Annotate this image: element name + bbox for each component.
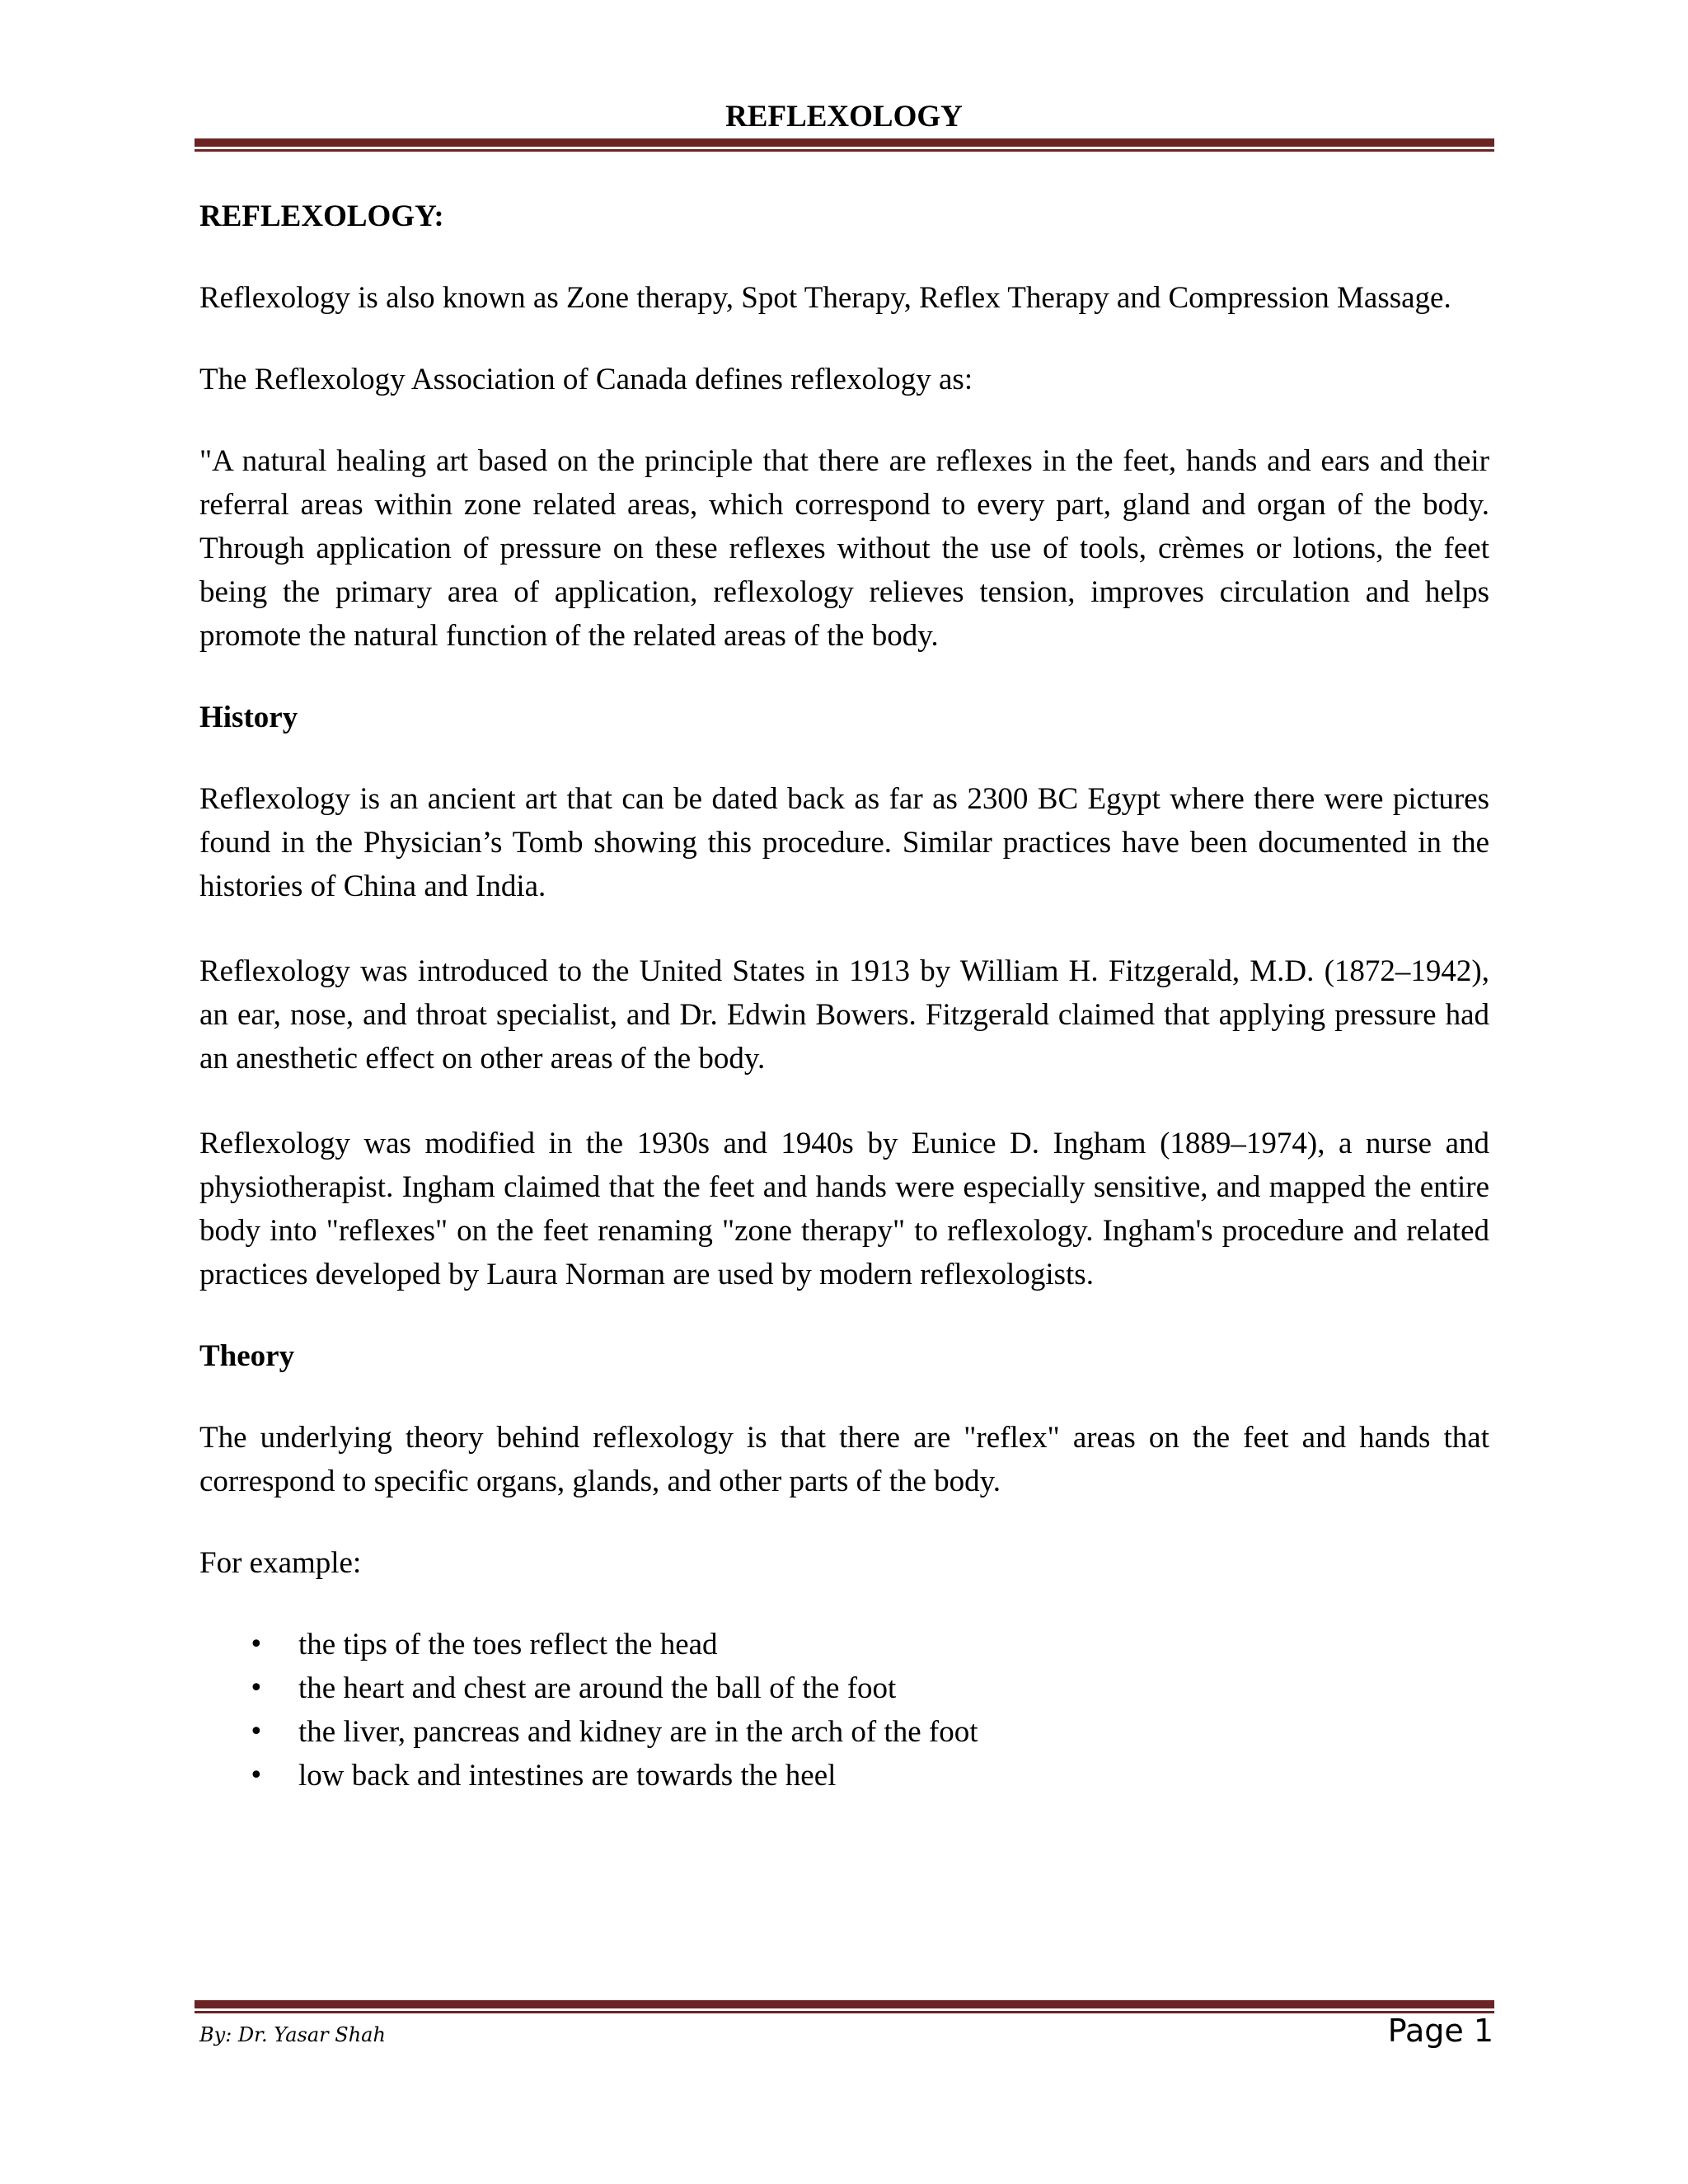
header-rule	[195, 138, 1494, 152]
example-list	[199, 1623, 1489, 1797]
history-paragraph-fitzgerald: Reflexology was introduced to the United States in 1913 by William H. Fitzgerald, M.D. (1872–1942), an ear, nose, and throat specialist, and Dr. Edwin Bowers. Fitzgerald claimed that applying pressure had an anesthetic effect on other areas of the body.	[199, 954, 1489, 1076]
theory-paragraph: The underlying theory behind reflexology is that there are "reflex" areas on the feet and hands that correspond to specific organs, glands, and other parts of the body.	[199, 1421, 1489, 1498]
list-item	[199, 1666, 1489, 1710]
intro-paragraph-aliases: Reflexology is also known as Zone therapy, Spot Therapy, Reflex Therapy and Compression Massage.	[199, 281, 1451, 315]
page-number: Page 1	[1387, 2013, 1493, 2049]
history-heading: History	[199, 701, 298, 734]
section-title: REFLEXOLOGY:	[199, 199, 444, 233]
footer-rule	[195, 2000, 1494, 2013]
theory-heading: Theory	[199, 1339, 295, 1373]
bullet-icon: •	[249, 1761, 264, 1790]
intro-paragraph-definition-lead: The Reflexology Association of Canada defines reflexology as:	[199, 363, 973, 396]
list-item-text: the liver, pancreas and kidney are in the arch of the foot	[298, 1715, 978, 1749]
document-body	[199, 194, 1489, 1797]
list-item-text: the heart and chest are around the ball of the foot	[298, 1671, 897, 1705]
list-item-text: low back and intestines are towards the heel	[298, 1759, 837, 1793]
list-item-text: the tips of the toes reflect the head	[298, 1628, 718, 1661]
history-paragraph-ingham: Reflexology was modified in the 1930s and 1940s by Eunice D. Ingham (1889–1974), a nurse and physiotherapist. Ingham claimed that the feet and hands were especially sensitive, and mapped the entire body into "reflexes" on the feet renaming "zone therapy" to reflexology. Ingham's procedure and related practices developed by Laura Norman are used by modern reflexologists.	[199, 1127, 1489, 1291]
list-item	[199, 1623, 1489, 1666]
list-item	[199, 1754, 1489, 1797]
history-paragraph-ancient: Reflexology is an ancient art that can be dated back as far as 2300 BC Egypt where there were pictures found in the Physician’s Tomb showing this procedure. Similar practices have been documented in the histories of China and India.	[199, 782, 1489, 903]
bullet-icon: •	[249, 1674, 264, 1703]
example-label: For example:	[199, 1546, 362, 1580]
intro-paragraph-definition-quote: "A natural healing art based on the principle that there are reflexes in the feet, hands and ears and their referral areas within zone related areas, which correspond to every part, gland and organ of the body. Through application of pressure on these reflexes without the use of tools, crèmes or lotions, the feet being the primary area of application, reflexology relieves tension, improves circulation and helps promote the natural function of the related areas of the body.	[199, 444, 1489, 653]
footer-author: By: Dr. Yasar Shah	[199, 2023, 386, 2046]
bullet-icon: •	[249, 1630, 264, 1659]
bullet-icon: •	[249, 1718, 264, 1746]
list-item	[199, 1710, 1489, 1754]
page-header-title: REFLEXOLOGY	[725, 100, 963, 134]
